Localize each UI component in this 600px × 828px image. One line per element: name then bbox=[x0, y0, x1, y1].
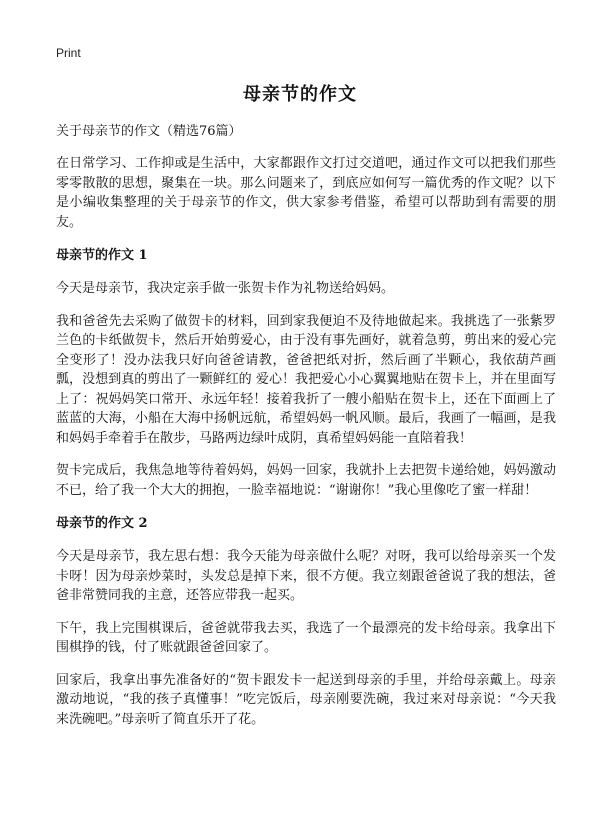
essay-2-heading: 母亲节的作文 2 bbox=[56, 516, 148, 531]
document-subtitle: 关于母亲节的作文（精选76篇） bbox=[56, 124, 242, 139]
essay-1-paragraph-2: 我和爸爸先去采购了做贺卡的材料，回到家我便迫不及待地做起来。我挑选了一张紫罗兰色的卡纸做贺卡，然后开始剪爱心，由于没有事先画好，就着急剪，剪出来的爱心完全变形了！没办法我只好向爸爸请教，爸爸把纸对折，然后画了半颗心，我依葫芦画瓢，没想到真的剪出了一颗鲜红的 爱心！我把爱心小心翼翼地贴在贺卡上，并在里面写上了：祝妈妈笑口常开、永远年轻！接着我折了一艘小船贴在贺卡上，还在下面画上了蓝蓝的大海，小船在大海中扬帆远航，希望妈妈一帆风顺。最后，我画了一幅画，是我和妈妈手牵着手在散步，马路两边绿叶成阴，真希望妈妈能一直陪着我！ bbox=[56, 313, 556, 446]
document-body bbox=[56, 122, 556, 742]
intro-paragraph: 在日常学习、工作抑或是生活中，大家都跟作文打过交道吧，通过作文可以把我们那些零零散散的思想，聚集在一块。那么问题来了，到底应如何写一篇优秀的作文呢？以下是小编收集整理的关于母亲节的作文，供大家参考借鉴，希望可以帮助到有需要的朋友。 bbox=[56, 156, 556, 230]
print-link[interactable]: Print bbox=[56, 46, 81, 60]
essay-1-heading: 母亲节的作文 1 bbox=[56, 248, 148, 263]
document-title: 母亲节的作文 bbox=[243, 84, 357, 105]
essay-1-paragraph-1: 今天是母亲节，我决定亲手做一张贺卡作为礼物送给妈妈。 bbox=[56, 281, 395, 296]
essay-2-paragraph-3: 回家后，我拿出事先准备好的“贺卡跟发卡一起送到母亲的手里，并给母亲戴上。母亲激动地说，“我的孩子真懂事！”吃完饭后，母亲刚要洗碗，我过来对母亲说：“今天我来洗碗吧。”母亲听了简直乐开了花。 bbox=[56, 672, 556, 727]
essay-2-paragraph-2: 下午，我上完围棋课后，爸爸就带我去买，我选了一个最漂亮的发卡给母亲。我拿出下围棋挣的钱，付了账就跟爸爸回家了。 bbox=[56, 620, 556, 655]
essay-2-paragraph-1: 今天是母亲节，我左思右想：我今天能为母亲做什么呢？对呀，我可以给母亲买一个发卡呀！因为母亲炒菜时，头发总是掉下来，很不方便。我立刻跟爸爸说了我的想法，爸爸非常赞同我的主意，还答应带我一起买。 bbox=[56, 549, 556, 603]
essay-1-paragraph-3: 贺卡完成后，我焦急地等待着妈妈，妈妈一回家，我就扑上去把贺卡递给她，妈妈激动不已，给了我一个大大的拥抱，一脸幸福地说：“谢谢你！”我心里像吃了蜜一样甜！ bbox=[56, 463, 556, 498]
